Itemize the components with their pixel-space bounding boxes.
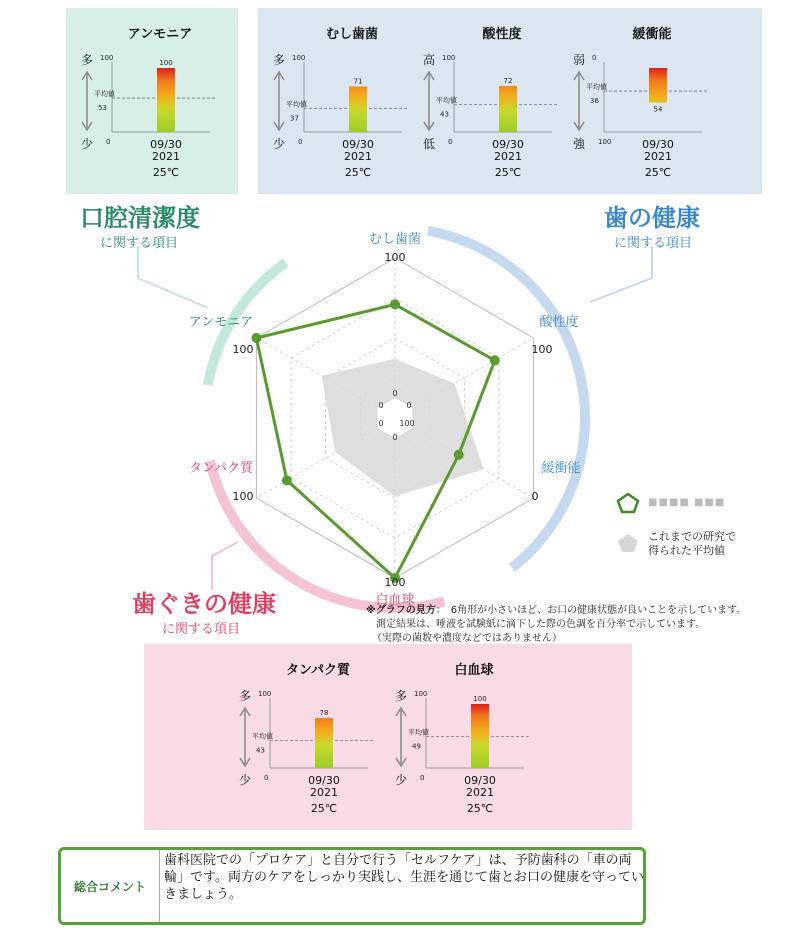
teeth-connector <box>590 246 652 302</box>
scale-bottom-word: 少 <box>272 137 286 151</box>
result-bar <box>499 86 517 132</box>
radar-axis-max-tick: 0 <box>531 490 539 503</box>
scale-top-tick: 100 <box>414 690 428 698</box>
result-value-label: 100 <box>159 59 173 67</box>
result-value-label: 54 <box>653 105 663 114</box>
average-value: 49 <box>412 742 421 751</box>
scale-bottom-word: 強 <box>572 137 586 151</box>
radar-axis-label: 酸性度 <box>539 315 579 330</box>
measure-year: 2021 <box>344 150 372 163</box>
measure-year: 2021 <box>494 150 522 163</box>
measure-temperature: 25℃ <box>152 166 180 179</box>
gums-title: 歯ぐきの健康 <box>132 590 276 618</box>
scale-top-tick: 100 <box>442 54 456 62</box>
cleanliness-subtitle: に関する項目 <box>100 236 179 251</box>
gums-connector <box>212 542 238 590</box>
measure-date: 09/30 <box>642 138 674 151</box>
cleanliness-connector <box>138 246 208 308</box>
scale-bottom-word: 少 <box>394 773 408 787</box>
result-point <box>282 475 292 485</box>
scale-bottom-tick: 0 <box>420 774 425 782</box>
comment-box <box>58 847 646 925</box>
scale-top-tick: 100 <box>258 690 272 698</box>
measure-temperature: 25℃ <box>494 166 522 179</box>
measure-date: 09/30 <box>150 138 182 151</box>
average-value: 37 <box>290 114 299 123</box>
gums-subtitle: に関する項目 <box>162 622 241 637</box>
teeth-subtitle: に関する項目 <box>614 236 693 251</box>
scale-bottom-word: 少 <box>238 773 252 787</box>
comment-label: 総合コメント <box>61 850 160 922</box>
legend-average-label-2: 得られた平均値 <box>648 544 725 557</box>
scale-top-tick: 100 <box>100 54 114 62</box>
result-point <box>490 355 500 365</box>
average-label: 平均値 <box>286 100 307 109</box>
teeth-title: 歯の健康 <box>604 204 700 232</box>
radar-center-tick: 0 <box>406 401 412 410</box>
scale-top-word: 多 <box>272 53 286 67</box>
measure-year: 2021 <box>644 150 672 163</box>
result-value-label: 100 <box>473 695 487 703</box>
note-line3: （実際の菌数や濃度などではありません） <box>372 633 562 644</box>
scale-top-word: 多 <box>80 53 94 67</box>
radar-axis-max-tick: 100 <box>384 576 406 589</box>
radar-axis-label: 緩衝能 <box>541 461 581 476</box>
bar-chart-title: タンパク質 <box>285 663 351 678</box>
scale-bottom-tick: 100 <box>598 138 612 146</box>
result-bar <box>157 68 175 132</box>
measure-date: 09/30 <box>308 774 340 787</box>
average-value: 53 <box>98 104 107 113</box>
scale-bottom-tick: 0 <box>298 138 303 146</box>
measure-temperature: 25℃ <box>310 802 338 815</box>
scale-bottom-word: 低 <box>422 137 436 151</box>
average-value: 43 <box>256 746 265 755</box>
scale-bottom-tick: 0 <box>264 774 269 782</box>
radar-axis-label: アンモニア <box>188 315 254 330</box>
result-bar <box>349 87 367 132</box>
bar-chart-title: 緩衝能 <box>632 27 672 42</box>
scale-top-word: 多 <box>238 689 252 703</box>
radar-chart <box>0 190 800 650</box>
average-value: 43 <box>440 110 449 119</box>
bar-chart-title: アンモニア <box>127 27 193 42</box>
bar-chart-title: むし歯菌 <box>325 27 379 42</box>
scale-bottom-word: 少 <box>80 137 94 151</box>
bar-chart-caries-bacteria <box>262 20 412 180</box>
measure-temperature: 25℃ <box>466 802 494 815</box>
measure-year: 2021 <box>466 786 494 799</box>
measure-year: 2021 <box>310 786 338 799</box>
result-bar <box>649 68 667 103</box>
average-label: 平均値 <box>252 732 273 741</box>
result-value-label: 72 <box>503 76 513 85</box>
result-bar <box>471 704 489 768</box>
radar-center-tick: 0 <box>392 389 398 398</box>
bar-chart-title: 白血球 <box>454 663 494 678</box>
legend-series-icon <box>616 492 640 514</box>
note-line2: 測定結果は、唾液を試験紙に滴下した際の色調を百分率で示しています。 <box>376 619 706 630</box>
measure-year: 2021 <box>152 150 180 163</box>
bar-chart-ammonia <box>70 20 235 180</box>
radar-axis-max-tick: 100 <box>531 343 553 356</box>
radar-center-tick: 0 <box>392 433 398 442</box>
measure-date: 09/30 <box>464 774 496 787</box>
result-point <box>390 299 400 309</box>
measure-temperature: 25℃ <box>644 166 672 179</box>
measure-temperature: 25℃ <box>344 166 372 179</box>
measure-date: 09/30 <box>342 138 374 151</box>
radar-axis-label: タンパク質 <box>188 461 254 476</box>
note-heading: ※グラフの見方 <box>366 605 436 616</box>
result-value-label: 78 <box>319 709 329 718</box>
scale-top-word: 高 <box>422 53 436 67</box>
radar-center-tick: 0 <box>378 419 384 428</box>
average-label: 平均値 <box>408 728 429 737</box>
radar-axis-max-tick: 100 <box>384 251 406 264</box>
result-bar <box>315 718 333 768</box>
scale-top-tick: 0 <box>592 54 597 62</box>
legend-average-icon <box>616 532 640 554</box>
bar-chart-acidity <box>412 20 562 180</box>
result-point <box>251 333 261 343</box>
bar-chart-buffering <box>562 20 712 180</box>
cleanliness-title: 口腔清潔度 <box>80 204 200 232</box>
average-label: 平均値 <box>94 90 115 99</box>
radar-center-tick: 0 <box>378 401 384 410</box>
note-line1-text: ： 6角形が小さいほど、お口の健康状態が良いことを示しています。 <box>435 605 747 616</box>
result-point <box>454 450 464 460</box>
average-label: 平均値 <box>586 83 607 92</box>
average-label: 平均値 <box>436 96 457 105</box>
average-value: 36 <box>590 97 599 106</box>
radar-axis-max-tick: 100 <box>232 490 254 503</box>
bar-chart-leukocyte <box>384 656 534 816</box>
bar-chart-protein <box>228 656 378 816</box>
radar-center-tick: 100 <box>399 419 415 428</box>
radar-axis-label: むし歯菌 <box>368 232 422 247</box>
scale-top-word: 多 <box>394 689 408 703</box>
scale-top-word: 弱 <box>572 53 586 67</box>
scale-bottom-tick: 0 <box>106 138 111 146</box>
bar-chart-title: 酸性度 <box>482 27 522 42</box>
scale-top-tick: 100 <box>292 54 306 62</box>
comment-text: 歯科医院での「プロケア」と自分で行う「セルフケア」は、予防歯科の「車の両輪」です。両方のケアをしっかり実践し、生涯を通じて歯とお口の健康を守っていきましょう。 <box>164 853 644 902</box>
result-value-label: 71 <box>353 77 363 86</box>
legend-series-label: ■■■■ ■■■ <box>648 497 726 508</box>
scale-bottom-tick: 0 <box>448 138 453 146</box>
measure-date: 09/30 <box>492 138 524 151</box>
radar-axis-label: 白血球 <box>375 593 415 608</box>
radar-axis-max-tick: 100 <box>232 343 254 356</box>
note-line1 <box>366 604 746 618</box>
legend-average-label-1: これまでの研究で <box>648 530 736 543</box>
